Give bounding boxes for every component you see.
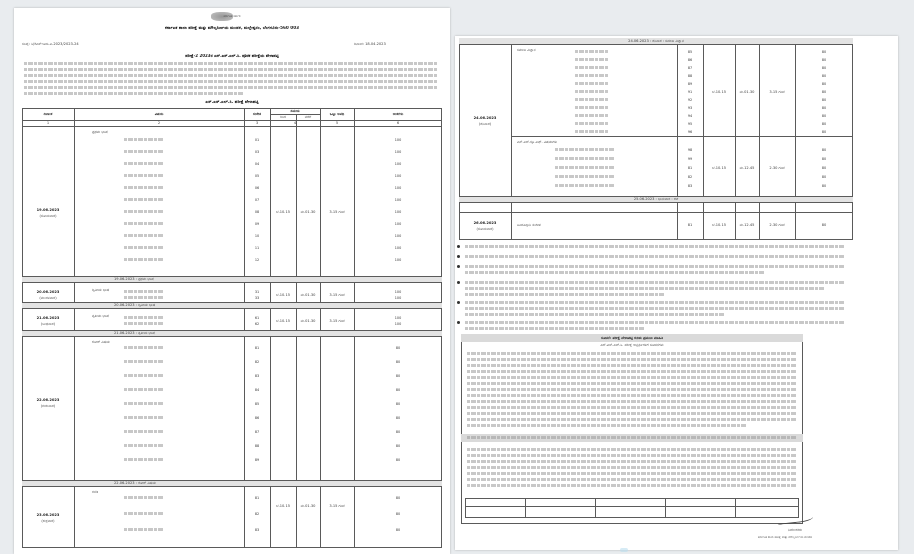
col-num-1: 1 bbox=[46, 121, 50, 125]
col-header-duration: ಒಟ್ಟು ಅವಧಿ bbox=[329, 112, 345, 116]
subject-marks: 80 bbox=[821, 130, 827, 134]
subject-code: 06 bbox=[254, 186, 260, 190]
subject-name bbox=[124, 444, 164, 447]
signature-mark bbox=[777, 510, 814, 525]
block1b-to: ಮ.12.45 bbox=[739, 166, 755, 170]
subject-code: 10 bbox=[254, 234, 260, 238]
subject-name bbox=[124, 246, 164, 249]
subject-code: 91 bbox=[687, 90, 693, 94]
subject-name bbox=[575, 74, 609, 77]
row-day: (ಶುಕ್ರವಾರ) bbox=[41, 519, 55, 523]
subject-code: 09 bbox=[254, 222, 260, 226]
col-header-marks: ಅಂಕಗಳು bbox=[392, 112, 404, 116]
subject-name bbox=[555, 148, 615, 151]
divider-row: 19.06.2023 : ಪ್ರಥಮ ಭಾಷೆ bbox=[114, 277, 154, 281]
notes-box-subtitle: ಎಸ್.ಎಸ್.ಎಲ್.ಸಿ. ಪರೀಕ್ಷೆ ಅಭ್ಯರ್ಥಿಗಳಿಗೆ ಸೂಚನೆಗಳು bbox=[600, 343, 664, 347]
subject-marks: 100 bbox=[394, 258, 402, 262]
row-from: ಬೆ.10.15 bbox=[275, 504, 291, 508]
col-num-5: 5 bbox=[335, 121, 339, 125]
subject-code: 07 bbox=[254, 198, 260, 202]
subject-code: 83 bbox=[687, 184, 693, 188]
notes-box-title: ಸೂಚನೆ: ಪರೀಕ್ಷೆ ವೇಳಾಪಟ್ಟಿ ಕುರಿತು ಪ್ರಮುಖ ಮಾಹಿತಿ bbox=[600, 336, 664, 340]
block1-to: ಮ.01.30 bbox=[739, 90, 755, 94]
ref-number: ಸಂಖ್ಯೆ: ಸಿ/ಕೆಎಸ್ಇಎಬಿ-ಎ-2023/2023-24 bbox=[22, 42, 79, 46]
subject-marks: 80 bbox=[395, 512, 401, 516]
subject-code: 04 bbox=[254, 162, 260, 166]
block1b-duration: 2.30 ಗಂಟೆ bbox=[769, 166, 785, 170]
col-header-time-from: ರಿಂದ bbox=[280, 115, 286, 119]
subject-code: 01 bbox=[254, 138, 260, 142]
subject-name bbox=[124, 222, 164, 225]
subject-marks: 100 bbox=[394, 234, 402, 238]
col-num-2: 2 bbox=[157, 121, 161, 125]
subject-name bbox=[575, 58, 609, 61]
divider-row: 21.06.2023 : ತೃತೀಯ ಭಾಷೆ bbox=[114, 331, 155, 335]
subject-marks: 80 bbox=[821, 98, 827, 102]
subject-marks: 80 bbox=[395, 416, 401, 420]
table-title: ಎಸ್.ಎಸ್.ಎಲ್.ಸಿ. ಪರೀಕ್ಷೆ ವೇಳಾಪಟ್ಟಿ bbox=[205, 100, 259, 104]
subject-name bbox=[124, 322, 164, 325]
subject-marks: 100 bbox=[394, 296, 402, 300]
subject-marks: 100 bbox=[394, 150, 402, 154]
subject-code: 87 bbox=[687, 66, 693, 70]
subject-code: 33 bbox=[254, 296, 260, 300]
subject-name bbox=[124, 360, 164, 363]
subject-name bbox=[124, 458, 164, 461]
subject-name bbox=[124, 290, 164, 293]
block1-day: (ಶನಿವಾರ) bbox=[478, 122, 492, 126]
subject-name bbox=[575, 66, 609, 69]
subject-marks: 80 bbox=[821, 175, 827, 179]
subject-name bbox=[124, 512, 164, 515]
subject-marks: 100 bbox=[394, 322, 402, 326]
block2-code: 81 bbox=[687, 223, 693, 227]
subject-name bbox=[124, 496, 164, 499]
subject-code: 87 bbox=[254, 430, 260, 434]
subject-name bbox=[124, 416, 164, 419]
row-subject: ಕೋರ್ ವಿಷಯ bbox=[92, 340, 110, 344]
subject-marks: 80 bbox=[821, 58, 827, 62]
row-date: 23.06.2023 bbox=[36, 513, 60, 517]
row-duration: 3.15 ಗಂಟೆ bbox=[329, 319, 345, 323]
row-to: ಮ.01.30 bbox=[300, 210, 316, 214]
signature-org: ಕರ್ನಾಟಕ ಶಾಲಾ ಪರೀಕ್ಷೆ ಮತ್ತು ಮೌಲ್ಯನಿರ್ಣಯ ಮಂಡಳಿ bbox=[758, 535, 812, 539]
subject-code: 93 bbox=[687, 106, 693, 110]
subject-name bbox=[124, 346, 164, 349]
subject-marks: 100 bbox=[394, 198, 402, 202]
subject-marks: 100 bbox=[394, 186, 402, 190]
subject-name bbox=[575, 90, 609, 93]
subject-marks: 80 bbox=[821, 82, 827, 86]
subject-marks: 80 bbox=[395, 496, 401, 500]
subject-marks: 100 bbox=[394, 138, 402, 142]
subject-name bbox=[124, 258, 164, 261]
subject-name bbox=[575, 50, 609, 53]
subject-code: 82 bbox=[254, 360, 260, 364]
subject-marks: 80 bbox=[821, 184, 827, 188]
subject-marks: 80 bbox=[821, 90, 827, 94]
col-header-subject: ವಿಷಯ bbox=[154, 112, 164, 116]
subject-marks: 80 bbox=[821, 166, 827, 170]
subject-code: 88 bbox=[687, 74, 693, 78]
header-board: ಕರ್ನಾಟಕ ಶಾಲಾ ಪರೀಕ್ಷೆ ಮತ್ತು ಮೌಲ್ಯನಿರ್ಣಯ ಮಂಡಳಿ, ಮಲ್ಲೇಶ್ವರಂ, ಬೆಂಗಳೂರು-560 003 bbox=[164, 26, 300, 30]
subject-code: 82 bbox=[254, 512, 260, 516]
subject-code: 11 bbox=[254, 246, 260, 250]
row-subject: ದ್ವಿತೀಯ ಭಾಷೆ bbox=[92, 288, 110, 292]
subject-marks: 80 bbox=[395, 346, 401, 350]
row-from: ಬೆ.10.15 bbox=[275, 293, 291, 297]
row-day: (ಬುಧವಾರ) bbox=[40, 322, 56, 326]
block1-subject-b: ಎನ್.ಎಸ್.ಕ್ಯೂ.ಎಫ್. ವಿಷಯಗಳು bbox=[517, 140, 558, 144]
subject-code: 88 bbox=[254, 444, 260, 448]
subject-marks: 100 bbox=[394, 210, 402, 214]
row-day: (ಸೋಮವಾರ) bbox=[39, 214, 57, 218]
subject-code: 83 bbox=[254, 374, 260, 378]
subject-marks: 100 bbox=[394, 246, 402, 250]
subject-name bbox=[124, 528, 164, 531]
row-day: (ಮಂಗಳವಾರ) bbox=[39, 296, 57, 300]
row-day: (ಗುರುವಾರ) bbox=[40, 404, 56, 408]
block2-duration: 2.30 ಗಂಟೆ bbox=[769, 223, 785, 227]
row-date: 19.06.2023 bbox=[36, 208, 60, 212]
subject-code: 31 bbox=[254, 290, 260, 294]
divider-row: 20.06.2023 : ದ್ವಿತೀಯ ಭಾಷೆ bbox=[114, 303, 156, 307]
row-date: 20.06.2023 bbox=[36, 290, 60, 294]
block2-date: 26.06.2023 bbox=[473, 221, 497, 225]
subject-code: 84 bbox=[254, 388, 260, 392]
subject-marks: 80 bbox=[395, 444, 401, 448]
subject-marks: 80 bbox=[395, 360, 401, 364]
timetable-page-2 bbox=[455, 36, 898, 550]
col-header-date: ದಿನಾಂಕ bbox=[43, 112, 53, 116]
col-header-time: ಸಮಯ bbox=[290, 109, 300, 113]
col-num-6: 6 bbox=[396, 121, 400, 125]
mid-divider: 25.06.2023 : ಭಾನುವಾರ : ರಜೆ bbox=[633, 197, 679, 201]
subject-code: 85 bbox=[254, 402, 260, 406]
subject-marks: 80 bbox=[821, 148, 827, 152]
subject-marks: 80 bbox=[821, 114, 827, 118]
timetable-page-1 bbox=[14, 8, 450, 554]
subject-name bbox=[575, 130, 609, 133]
row-date: 22.06.2023 bbox=[36, 398, 60, 402]
subject-marks: 80 bbox=[821, 74, 827, 78]
col-num-3: 3 bbox=[255, 121, 259, 125]
subject-marks: 80 bbox=[395, 374, 401, 378]
subject-marks: 80 bbox=[821, 106, 827, 110]
subject-name bbox=[124, 162, 164, 165]
subject-code: 99 bbox=[687, 157, 693, 161]
subject-code: 03 bbox=[254, 150, 260, 154]
decorative-mark bbox=[620, 548, 628, 552]
subject-name bbox=[124, 210, 164, 213]
subject-marks: 80 bbox=[395, 528, 401, 532]
subject-marks: 80 bbox=[395, 430, 401, 434]
subject-marks: 100 bbox=[394, 222, 402, 226]
subject-name bbox=[555, 157, 615, 160]
subject-code: 83 bbox=[254, 528, 260, 532]
block2-to: ಮ.12.45 bbox=[739, 223, 755, 227]
row-to: ಮ.01.30 bbox=[300, 293, 316, 297]
block2-day: (ಸೋಮವಾರ) bbox=[476, 227, 494, 231]
subject-marks: 100 bbox=[394, 316, 402, 320]
row-duration: 3.15 ಗಂಟೆ bbox=[329, 504, 345, 508]
subject-name bbox=[124, 402, 164, 405]
divider-row: 22.06.2023 : ಕೋರ್ ವಿಷಯ bbox=[114, 481, 156, 485]
subject-code: 89 bbox=[254, 458, 260, 462]
subject-name bbox=[124, 374, 164, 377]
row-from: ಬೆ.10.15 bbox=[275, 319, 291, 323]
subject-code: 96 bbox=[687, 130, 693, 134]
subject-name bbox=[124, 138, 164, 141]
subject-name bbox=[124, 174, 164, 177]
subject-code: 05 bbox=[254, 174, 260, 178]
subject-code: 61 bbox=[254, 316, 260, 320]
notes-box bbox=[461, 334, 803, 524]
subject-code: 62 bbox=[254, 322, 260, 326]
subject-marks: 80 bbox=[395, 458, 401, 462]
subject-code: 12 bbox=[254, 258, 260, 262]
col-header-time-to: ವರೆಗೆ bbox=[304, 115, 312, 119]
block1b-from: ಬೆ.10.15 bbox=[711, 166, 727, 170]
letter-date: ದಿನಾಂಕ: 18.04.2023 bbox=[354, 42, 386, 46]
row-from: ಬೆ.10.15 bbox=[275, 210, 291, 214]
row-subject: ಗಣಿತ bbox=[92, 490, 99, 494]
subject-code: 92 bbox=[687, 98, 693, 102]
timetable-table-2 bbox=[459, 38, 853, 240]
subject-name bbox=[575, 114, 609, 117]
block1-date: 24.06.2023 bbox=[473, 116, 497, 120]
row-subject: ಪ್ರಥಮ ಭಾಷೆ bbox=[92, 130, 108, 134]
subject-name bbox=[575, 98, 609, 101]
block2-marks: 80 bbox=[821, 223, 827, 227]
subject-code: 95 bbox=[687, 122, 693, 126]
subject-code: 82 bbox=[687, 175, 693, 179]
col-num-4: 4 bbox=[293, 121, 297, 125]
subject-marks: 80 bbox=[821, 66, 827, 70]
notes-mini-table bbox=[465, 498, 799, 518]
subject-code: 81 bbox=[254, 496, 260, 500]
subject-marks: 100 bbox=[394, 174, 402, 178]
row-duration: 3.15 ಗಂಟೆ bbox=[329, 210, 345, 214]
subject-marks: 80 bbox=[821, 50, 827, 54]
top-divider: 24.06.2023 : ಶನಿವಾರ : ಸಮಾಜ ವಿಜ್ಞಾನ bbox=[628, 39, 684, 43]
block1-duration: 3.15 ಗಂಟೆ bbox=[769, 90, 785, 94]
block1-from: ಬೆ.10.15 bbox=[711, 90, 727, 94]
subject-marks: 80 bbox=[395, 388, 401, 392]
row-to: ಮ.01.30 bbox=[300, 504, 316, 508]
col-header-code: ಸಂಕೇತ bbox=[252, 112, 262, 116]
subject-marks: 80 bbox=[821, 122, 827, 126]
row-duration: 3.15 ಗಂಟೆ bbox=[329, 293, 345, 297]
subject-name bbox=[124, 430, 164, 433]
subject-line: ಪರೀಕ್ಷೆ-2 2023ರ ಎಸ್.ಎಸ್.ಎಲ್.ಸಿ. ಪೂರಕ ಪರೀಕ್ಷೆಯ ವೇಳಾಪಟ್ಟಿ bbox=[185, 54, 279, 58]
subject-name bbox=[124, 316, 164, 319]
subject-name bbox=[575, 122, 609, 125]
row-to: ಮ.01.30 bbox=[300, 319, 316, 323]
subject-name bbox=[555, 166, 615, 169]
subject-name bbox=[575, 82, 609, 85]
subject-code: 08 bbox=[254, 210, 260, 214]
subject-code: 81 bbox=[687, 166, 693, 170]
subject-name bbox=[124, 198, 164, 201]
block2-from: ಬೆ.10.15 bbox=[711, 223, 727, 227]
subject-name bbox=[124, 296, 164, 299]
subject-code: 86 bbox=[687, 58, 693, 62]
subject-code: 81 bbox=[254, 346, 260, 350]
subject-marks: 100 bbox=[394, 162, 402, 166]
subject-code: 98 bbox=[687, 148, 693, 152]
subject-code: 86 bbox=[254, 416, 260, 420]
subject-marks: 80 bbox=[395, 402, 401, 406]
subject-marks: 80 bbox=[821, 157, 827, 161]
subject-name bbox=[124, 150, 164, 153]
subject-code: 85 bbox=[687, 50, 693, 54]
subject-code: 94 bbox=[687, 114, 693, 118]
subject-name bbox=[124, 388, 164, 391]
subject-name bbox=[555, 175, 615, 178]
header-top: ಕರ್ನಾಟಕ ಸರ್ಕಾರ bbox=[223, 14, 241, 18]
row-subject: ತೃತೀಯ ಭಾಷೆ bbox=[92, 314, 109, 318]
subject-name bbox=[124, 186, 164, 189]
subject-name bbox=[575, 106, 609, 109]
subject-name bbox=[555, 184, 615, 187]
block2-subject: ಹಿಂದೂಸ್ತಾನಿ ಸಂಗೀತ bbox=[517, 223, 541, 227]
subject-marks: 100 bbox=[394, 290, 402, 294]
signature-label: ನಿರ್ದೇಶಕರು bbox=[788, 528, 802, 532]
subject-name bbox=[124, 234, 164, 237]
row-date: 21.06.2023 bbox=[36, 316, 60, 320]
subject-code: 89 bbox=[687, 82, 693, 86]
block1-subject-a: ಸಮಾಜ ವಿಜ್ಞಾನ bbox=[517, 48, 536, 52]
